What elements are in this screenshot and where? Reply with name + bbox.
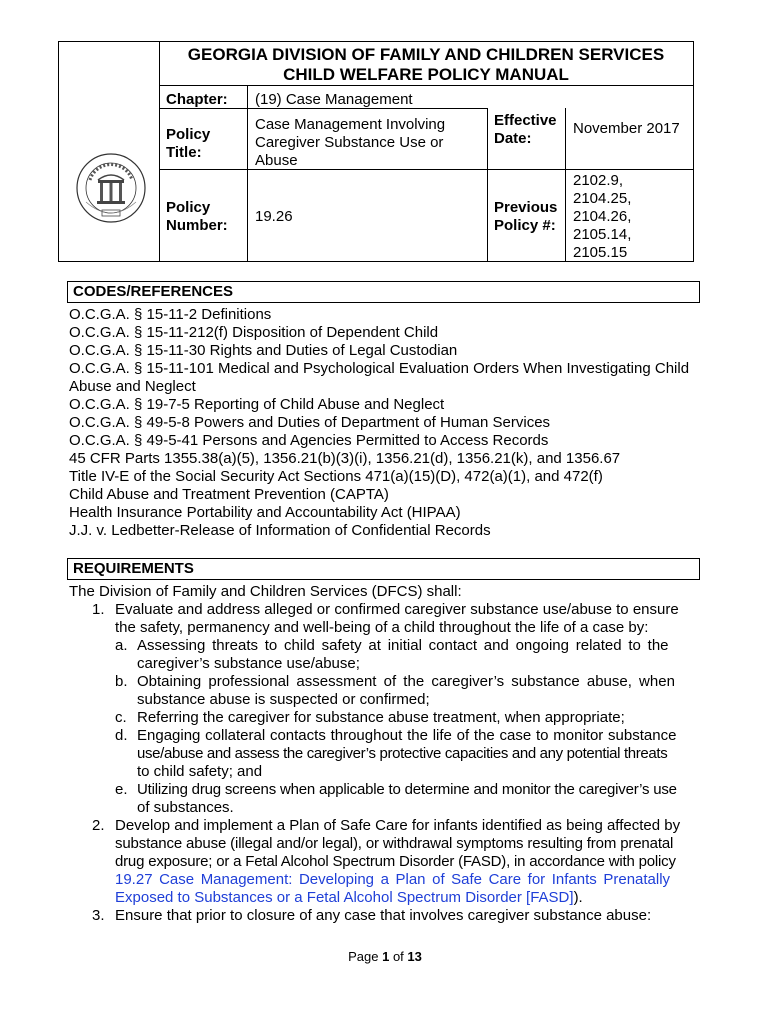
item2-link-line: Exposed to Substances or a Fetal Alcohol Spectrum Disorder [FASD]). (115, 889, 583, 906)
subitem-b-text: substance abuse is suspected or confirmed; (137, 691, 430, 708)
page-number: 1 (382, 949, 390, 964)
previous-policy-label: Previous Policy #: (494, 199, 558, 234)
previous-policy-values: 2102.9, 2104.25, 2104.26, 2105.14, 2105.15 (573, 172, 632, 261)
item2-text: substance abuse (illegal and/or legal), or withdrawal symptoms resulting from prenatal (115, 835, 674, 852)
subitem-e-text: Utilizing drug screens when applicable to determine and monitor the caregiver’s use (137, 781, 677, 798)
policy-number-label: Policy Number: (166, 199, 228, 234)
page-total: 13 (407, 949, 422, 964)
code-line: O.C.G.A. § 49-5-41 Persons and Agencies Permitted to Access Records (69, 432, 549, 449)
policy-title-value: Case Management Involving Caregiver Substance Use or Abuse (255, 116, 446, 169)
title-line-2: CHILD WELFARE POLICY MANUAL (283, 65, 569, 84)
code-line: O.C.G.A. § 19-7-5 Reporting of Child Abuse and Neglect (69, 396, 445, 413)
page-footer: Page 1 of 13 (348, 949, 422, 964)
codes-heading: CODES/REFERENCES (67, 281, 700, 303)
item1-text: Evaluate and address alleged or confirmed caregiver substance use/abuse to ensure (115, 601, 679, 618)
code-line: O.C.G.A. § 15-11-101 Medical and Psychological Evaluation Orders When Investigating Child (69, 360, 690, 377)
item-number: 2. (92, 817, 105, 834)
item2-text: Develop and implement a Plan of Safe Care for infants identified as being affected by (115, 817, 681, 834)
georgia-seal-icon (76, 150, 146, 226)
subitem-a-text: Assessing threats to child safety at initial contact and ongoing related to the (137, 637, 669, 654)
subitem-d-text: Engaging collateral contacts throughout the life of the case to monitor substance (137, 727, 677, 744)
code-line: O.C.G.A. § 15-11-2 Definitions (69, 306, 272, 323)
policy-title-label: Policy Title: (166, 126, 211, 161)
code-line: Abuse and Neglect (69, 378, 196, 395)
code-line: O.C.G.A. § 49-5-8 Powers and Duties of Department of Human Services (69, 414, 551, 431)
effective-date-value: November 2017 (573, 120, 680, 137)
subitem-b-text: Obtaining professional assessment of the caregiver’s substance abuse, when (137, 673, 675, 690)
subitem-c-text: Referring the caregiver for substance abuse treatment, when appropriate; (137, 709, 625, 726)
item1-text: the safety, permanency and well-being of a child throughout the life of a case by: (115, 619, 649, 636)
subitem-a-text: caregiver’s substance use/abuse; (137, 655, 360, 672)
subitem-letter: d. (115, 727, 128, 744)
code-line: O.C.G.A. § 15-11-30 Rights and Duties of Legal Custodian (69, 342, 458, 359)
manual-title (159, 42, 693, 86)
policy-19-27-link[interactable]: 19.27 Case Management: Developing a Plan of Safe Care for Infants Prenatally (115, 871, 671, 888)
code-line: Title IV-E of the Social Security Act Sections 471(a)(15)(D), 472(a)(1), and 472(f) (69, 468, 603, 485)
chapter-label: Chapter: (166, 91, 228, 108)
requirements-heading: REQUIREMENTS (67, 558, 700, 580)
code-line: 45 CFR Parts 1355.38(a)(5), 1356.21(b)(3)(i), 1356.21(d), 1356.21(k), and 1356.67 (69, 450, 621, 467)
policy-header-table (58, 41, 694, 262)
subitem-letter: c. (115, 709, 127, 726)
code-line: O.C.G.A. § 15-11-212(f) Disposition of Dependent Child (69, 324, 439, 341)
subitem-letter: b. (115, 673, 128, 690)
item-number: 3. (92, 907, 105, 924)
item-number: 1. (92, 601, 105, 618)
item2-text: drug exposure; or a Fetal Alcohol Spectrum Disorder (FASD), in accordance with policy (115, 853, 676, 870)
code-line: J.J. v. Ledbetter-Release of Information of Confidential Records (69, 522, 491, 539)
requirements-intro: The Division of Family and Children Services (DFCS) shall: (69, 583, 462, 600)
subitem-d-text: use/abuse and assess the caregiver’s protective capacities and any potential threats (137, 745, 668, 762)
seal-cell (59, 42, 160, 261)
subitem-d-text: to child safety; and (137, 763, 263, 780)
code-line: Child Abuse and Treatment Prevention (CAPTA) (69, 486, 389, 503)
chapter-value: (19) Case Management (255, 91, 413, 108)
code-line: Health Insurance Portability and Accountability Act (HIPAA) (69, 504, 461, 521)
item3-text: Ensure that prior to closure of any case that involves caregiver substance abuse: (115, 907, 652, 924)
subitem-letter: e. (115, 781, 128, 798)
policy-number-value: 19.26 (255, 208, 293, 225)
subitem-letter: a. (115, 637, 128, 654)
subitem-e-text: of substances. (137, 799, 234, 816)
policy-19-27-link-cont[interactable]: Exposed to Substances or a Fetal Alcohol Spectrum Disorder [FASD] (115, 889, 574, 906)
title-line-1: GEORGIA DIVISION OF FAMILY AND CHILDREN SERVICES (187, 45, 665, 64)
effective-date-label: Effective Date: (494, 112, 557, 147)
